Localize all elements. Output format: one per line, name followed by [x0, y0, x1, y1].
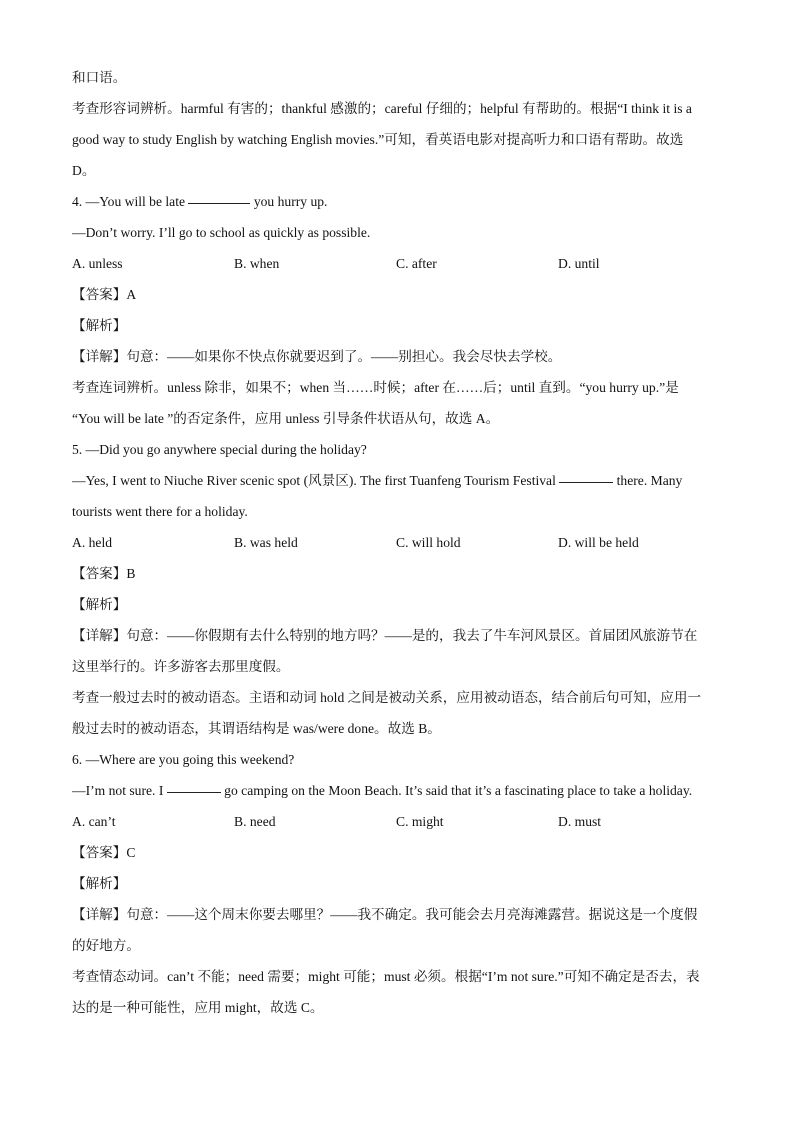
- q6-explanation: 考查情态动词。can’t 不能；need 需要；might 可能；must 必须。根据“I’m not sure.”可知不确定是否去，表: [72, 969, 700, 984]
- q6-answer: 【答案】C: [72, 845, 136, 860]
- option-d: D. until: [558, 256, 600, 271]
- q6-options: [72, 806, 722, 837]
- q5-response-cont: tourists went there for a holiday.: [72, 504, 248, 519]
- q4-analysis-label: 【解析】: [72, 318, 127, 333]
- intro-line: 和口语。: [72, 70, 127, 85]
- q6-response: —I’m not sure. I go camping on the Moon Beach. It’s said that it’s a fascinating place to take a holiday.: [72, 783, 693, 798]
- option-a: A. unless: [72, 256, 123, 271]
- q5-stem: 5. —Did you go anywhere special during the holiday?: [72, 442, 367, 457]
- intro-line: D。: [72, 163, 96, 178]
- intro-line: good way to study English by watching English movies.”可知，看英语电影对提高听力和口语有帮助。故选: [72, 132, 684, 147]
- q5-options: [72, 527, 722, 558]
- option-c: C. might: [396, 814, 444, 829]
- q5-explanation: 考查一般过去时的被动语态。主语和动词 hold 之间是被动关系，应用被动语态，结合前后句可知，应用一: [72, 690, 702, 705]
- option-c: C. will hold: [396, 535, 461, 550]
- option-b: B. when: [234, 256, 280, 271]
- intro-line: 考查形容词辨析。harmful 有害的；thankful 感激的；careful 仔细的；helpful 有帮助的。根据“I think it is a: [72, 101, 692, 116]
- q6-analysis-label: 【解析】: [72, 876, 127, 891]
- q6-detail: 的好地方。: [72, 938, 140, 953]
- blank-line: [188, 202, 250, 204]
- q6-explanation: 达的是一种可能性，应用 might，故选 C。: [72, 1000, 324, 1015]
- q5-response: —Yes, I went to Niuche River scenic spot (风景区). The first Tuanfeng Tourism Festival there. Many: [72, 473, 683, 488]
- q5-detail: 【详解】句意：——你假期有去什么特别的地方吗？——是的，我去了牛车河风景区。首届团风旅游节在: [72, 628, 698, 643]
- option-b: B. was held: [234, 535, 298, 550]
- q4-detail: 【详解】句意：——如果你不快点你就要迟到了。——别担心。我会尽快去学校。: [72, 349, 562, 364]
- document-page: [72, 62, 722, 1023]
- q5-explanation: 般过去时的被动语态，其谓语结构是 was/were done。故选 B。: [72, 721, 441, 736]
- q5-analysis-label: 【解析】: [72, 597, 127, 612]
- q5-answer: 【答案】B: [72, 566, 136, 581]
- q6-stem: 6. —Where are you going this weekend?: [72, 752, 295, 767]
- blank-line: [559, 481, 613, 483]
- option-c: C. after: [396, 256, 437, 271]
- option-d: D. must: [558, 814, 602, 829]
- q4-explanation: 考查连词辨析。unless 除非，如果不；when 当……时候；after 在……后；until 直到。“you hurry up.”是: [72, 380, 679, 395]
- q4-options: [72, 248, 722, 279]
- option-a: A. can’t: [72, 814, 116, 829]
- option-a: A. held: [72, 535, 113, 550]
- q4-stem: 4. —You will be late you hurry up.: [72, 194, 328, 209]
- q4-response: —Don’t worry. I’ll go to school as quickly as possible.: [72, 225, 371, 240]
- q4-answer: 【答案】A: [72, 287, 137, 302]
- option-b: B. need: [234, 814, 276, 829]
- option-d: D. will be held: [558, 535, 639, 550]
- q4-explanation: “You will be late ”的否定条件，应用 unless 引导条件状语从句，故选 A。: [72, 411, 500, 426]
- q6-detail: 【详解】句意：——这个周末你要去哪里？——我不确定。我可能会去月亮海滩露营。据说这是一个度假: [72, 907, 698, 922]
- q5-detail: 这里举行的。许多游客去那里度假。: [72, 659, 290, 674]
- blank-line: [167, 791, 221, 793]
